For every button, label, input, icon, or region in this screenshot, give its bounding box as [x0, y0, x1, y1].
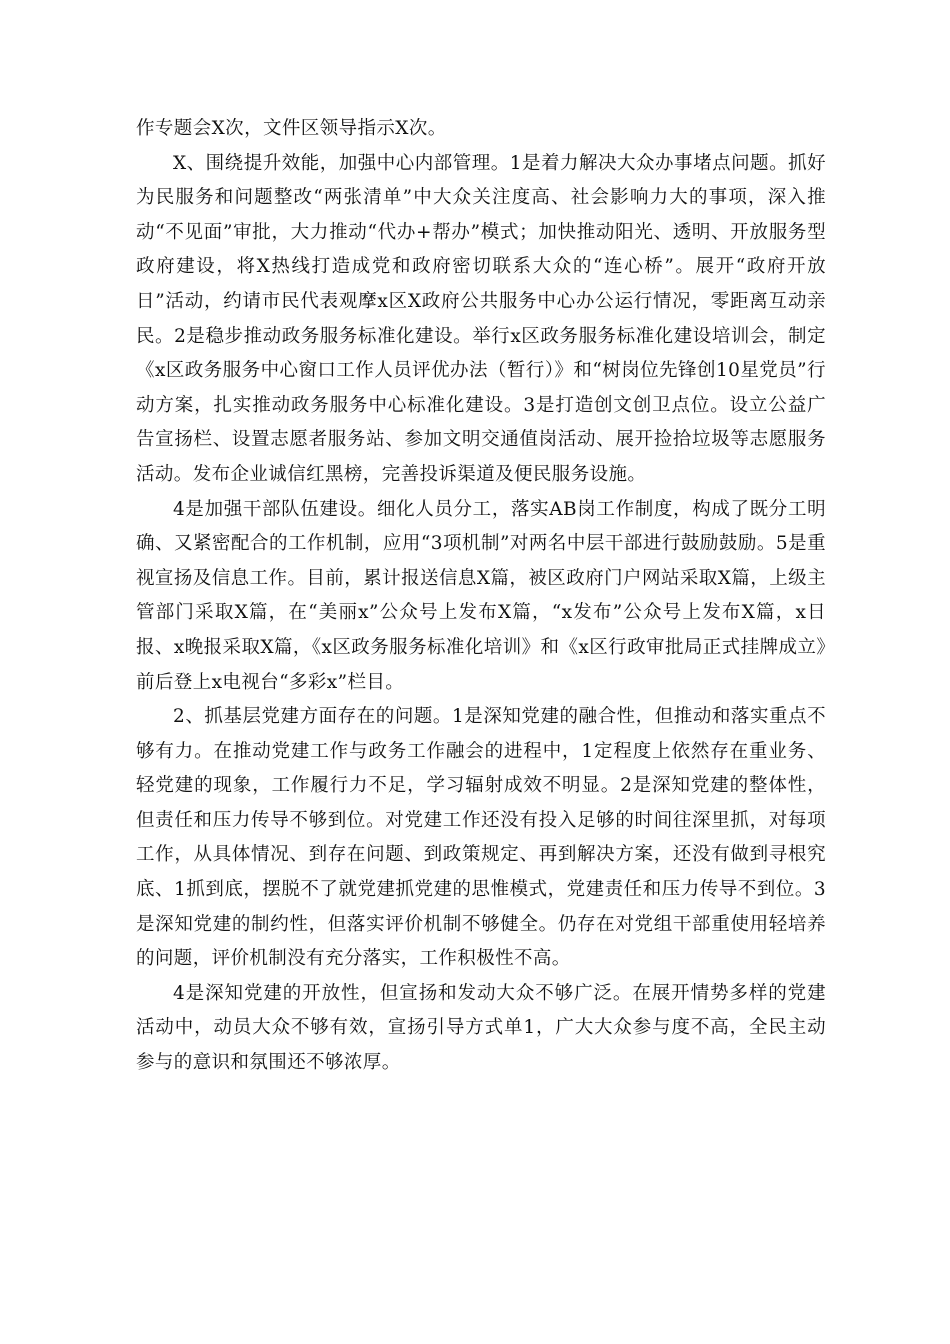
- paragraph-cadre-team: 4是加强干部队伍建设。细化人员分工，落实AB岗工作制度，构成了既分工明确、又紧密配合的工作机制，应用“3项机制”对两名中层干部进行鼓励鼓励。5是重视宣扬及信息工作。目前，累计报送信息X篇，被区政府门户网站采取X篇，上级主管部门采取X篇，在“美丽x”公众号上发布X篇，“x发布”公众号上发布X篇，x日报、x晚报采取X篇，《x区政务服务标准化培训》和《x区行政审批局正式挂牌成立》前后登上x电视台“多彩x”栏目。: [136, 498, 826, 693]
- paragraph-efficiency: X、围绕提升效能，加强中心内部管理。1是着力解决大众办事堵点问题。抓好为民服务和问题整改“两张清单”中大众关注度高、社会影响力大的事项，深入推动“不见面”审批，大力推动“代办+帮办”模式；加快推动阳光、透明、开放服务型政府建设，将X热线打造成党和政府密切联系大众的“连心桥”。展开“政府开放日”活动，约请市民代表观摩x区X政府公共服务中心办公运行情况，零距离互动亲民。2是稳步推动政务服务标准化建设。举行x区政务服务标准化建设培训会，制定《x区政务服务中心窗口工作人员评优办法（暂行）》和“树岗位先锋创10星党员”行动方案，扎实推动政务服务中心标准化建设。3是打造创文创卫点位。设立公益广告宣扬栏、设置志愿者服务站、参加文明交通值岗活动、展开捡拾垃圾等志愿服务活动。发布企业诚信红黑榜，完善投诉渠道及便民服务设施。: [136, 152, 826, 485]
- paragraph-party-building-problems: 2、抓基层党建方面存在的问题。1是深知党建的融合性，但推动和落实重点不够有力。在推动党建工作与政务工作融会的进程中，1定程度上依然存在重业务、轻党建的现象，工作履行力不足，学习辐射成效不明显。2是深知党建的整体性，但责任和压力传导不够到位。对党建工作还没有投入足够的时间往深里抓，对每项工作，从具体情况、到存在问题、到政策规定、再到解决方案，还没有做到寻根究底、1抓到底，摆脱不了就党建抓党建的思惟模式，党建责任和压力传导不到位。3是深知党建的制约性，但落实评价机制不够健全。仍存在对党组干部重使用轻培养的问题，评价机制没有充分落实，工作积极性不高。: [136, 706, 826, 970]
- paragraph-continuation: 作专题会X次，文件区领导指示X次。: [136, 118, 447, 139]
- document-body: [136, 112, 826, 1081]
- paragraph-openness: 4是深知党建的开放性，但宣扬和发动大众不够广泛。在展开情势多样的党建活动中，动员大众不够有效，宣扬引导方式单1，广大大众参与度不高，全民主动参与的意识和氛围还不够浓厚。: [136, 982, 826, 1074]
